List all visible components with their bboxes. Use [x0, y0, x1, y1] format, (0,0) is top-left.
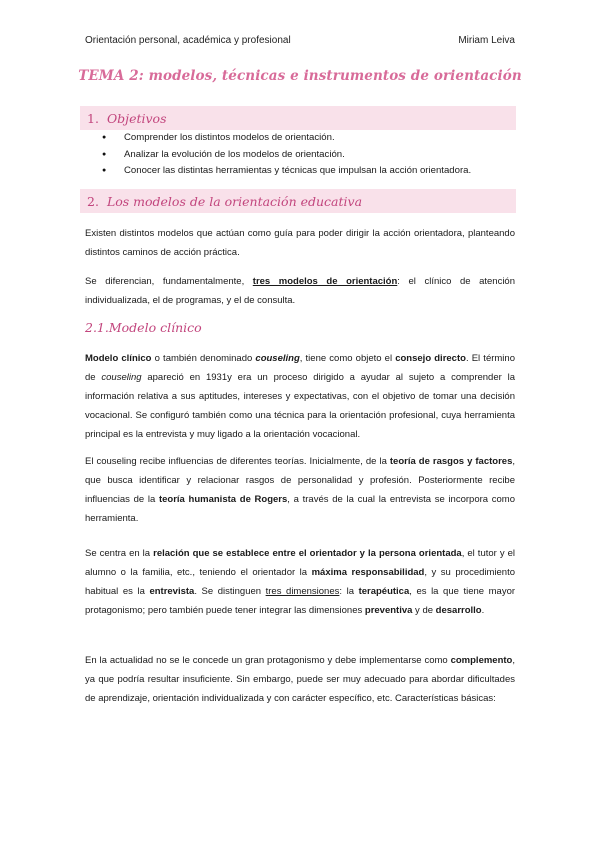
section-number: 1.: [87, 110, 99, 126]
page-header: [85, 35, 515, 46]
section-heading-objetivos: [80, 106, 516, 130]
header-author: Miriam Leiva: [458, 35, 515, 46]
section-number: 2.: [87, 193, 99, 209]
objectives-list: [100, 130, 515, 180]
paragraph-relacion: Se centra en la relación que se establece entre el orientador y la persona orientada, el tutor y el alumno o la familia, etc., teniendo el orientador la máxima responsabilidad, y su procedimiento habitual es la entrevista. Se distinguen tres dimensiones: la terapéutica, es la que tiene mayor protagonismo; pero también puede tener integrar las dimensiones preventiva y de desarrollo.: [85, 548, 516, 616]
paragraph-intro: Existen distintos modelos que actúan como guía para poder dirigir la acción orientadora, planteando distintos caminos de acción práctica.: [85, 228, 515, 258]
section-heading-modelos: [80, 189, 516, 213]
section-title: Los modelos de la orientación educativa: [106, 193, 363, 209]
section-title: Objetivos: [106, 110, 167, 126]
paragraph-actualidad: En la actualidad no se le concede un gran protagonismo y debe implementarse como complemento, ya que podría resultar insuficiente. Sin embargo, puede ser muy adecuado para abordar dificultades de aprendizaje, orientación individualizada y con carácter específico, etc. Características básicas:: [85, 655, 515, 704]
subsection-title: 2.1.Modelo clínico: [85, 320, 202, 335]
list-item: ● Analizar la evolución de los modelos de orientación.: [100, 147, 515, 164]
list-item: ● Comprender los distintos modelos de orientación.: [100, 130, 515, 147]
list-item: ● Conocer las distintas herramientas y técnicas que impulsan la acción orientadora.: [100, 163, 515, 180]
paragraph-tres-modelos: Se diferencian, fundamentalmente, tres modelos de orientación: el clínico de atención individualizada, el de programas, y el de consulta.: [85, 276, 516, 306]
header-course-title: Orientación personal, académica y profesional: [85, 35, 291, 46]
paragraph-modelo-clinico: Modelo clínico o también denominado couseling, tiene como objeto el consejo directo. El término de couseling apareció en 1931y era un proceso dirigido a ayudar al sujeto a comprender la información relativa a sus aptitudes, intereses y expectativas, con el objetivo de tomar una decisión vocacional. Se configuró también como una técnica para la orientación profesional, cuya herramienta principal es la entrevista y muy ligado a la orientación vocacional.: [85, 353, 515, 440]
paragraph-influencias: El couseling recibe influencias de diferentes teorías. Inicialmente, de la teoría de rasgos y factores, que busca identificar y relacionar rasgos de personalidad y profesión. Posteriormente recibe influencias de la teoría humanista de Rogers, a través de la cual la entrevista se incorpora como herramienta.: [85, 456, 515, 524]
document-title: TEMA 2: modelos, técnicas e instrumentos de orientación: [78, 68, 522, 84]
